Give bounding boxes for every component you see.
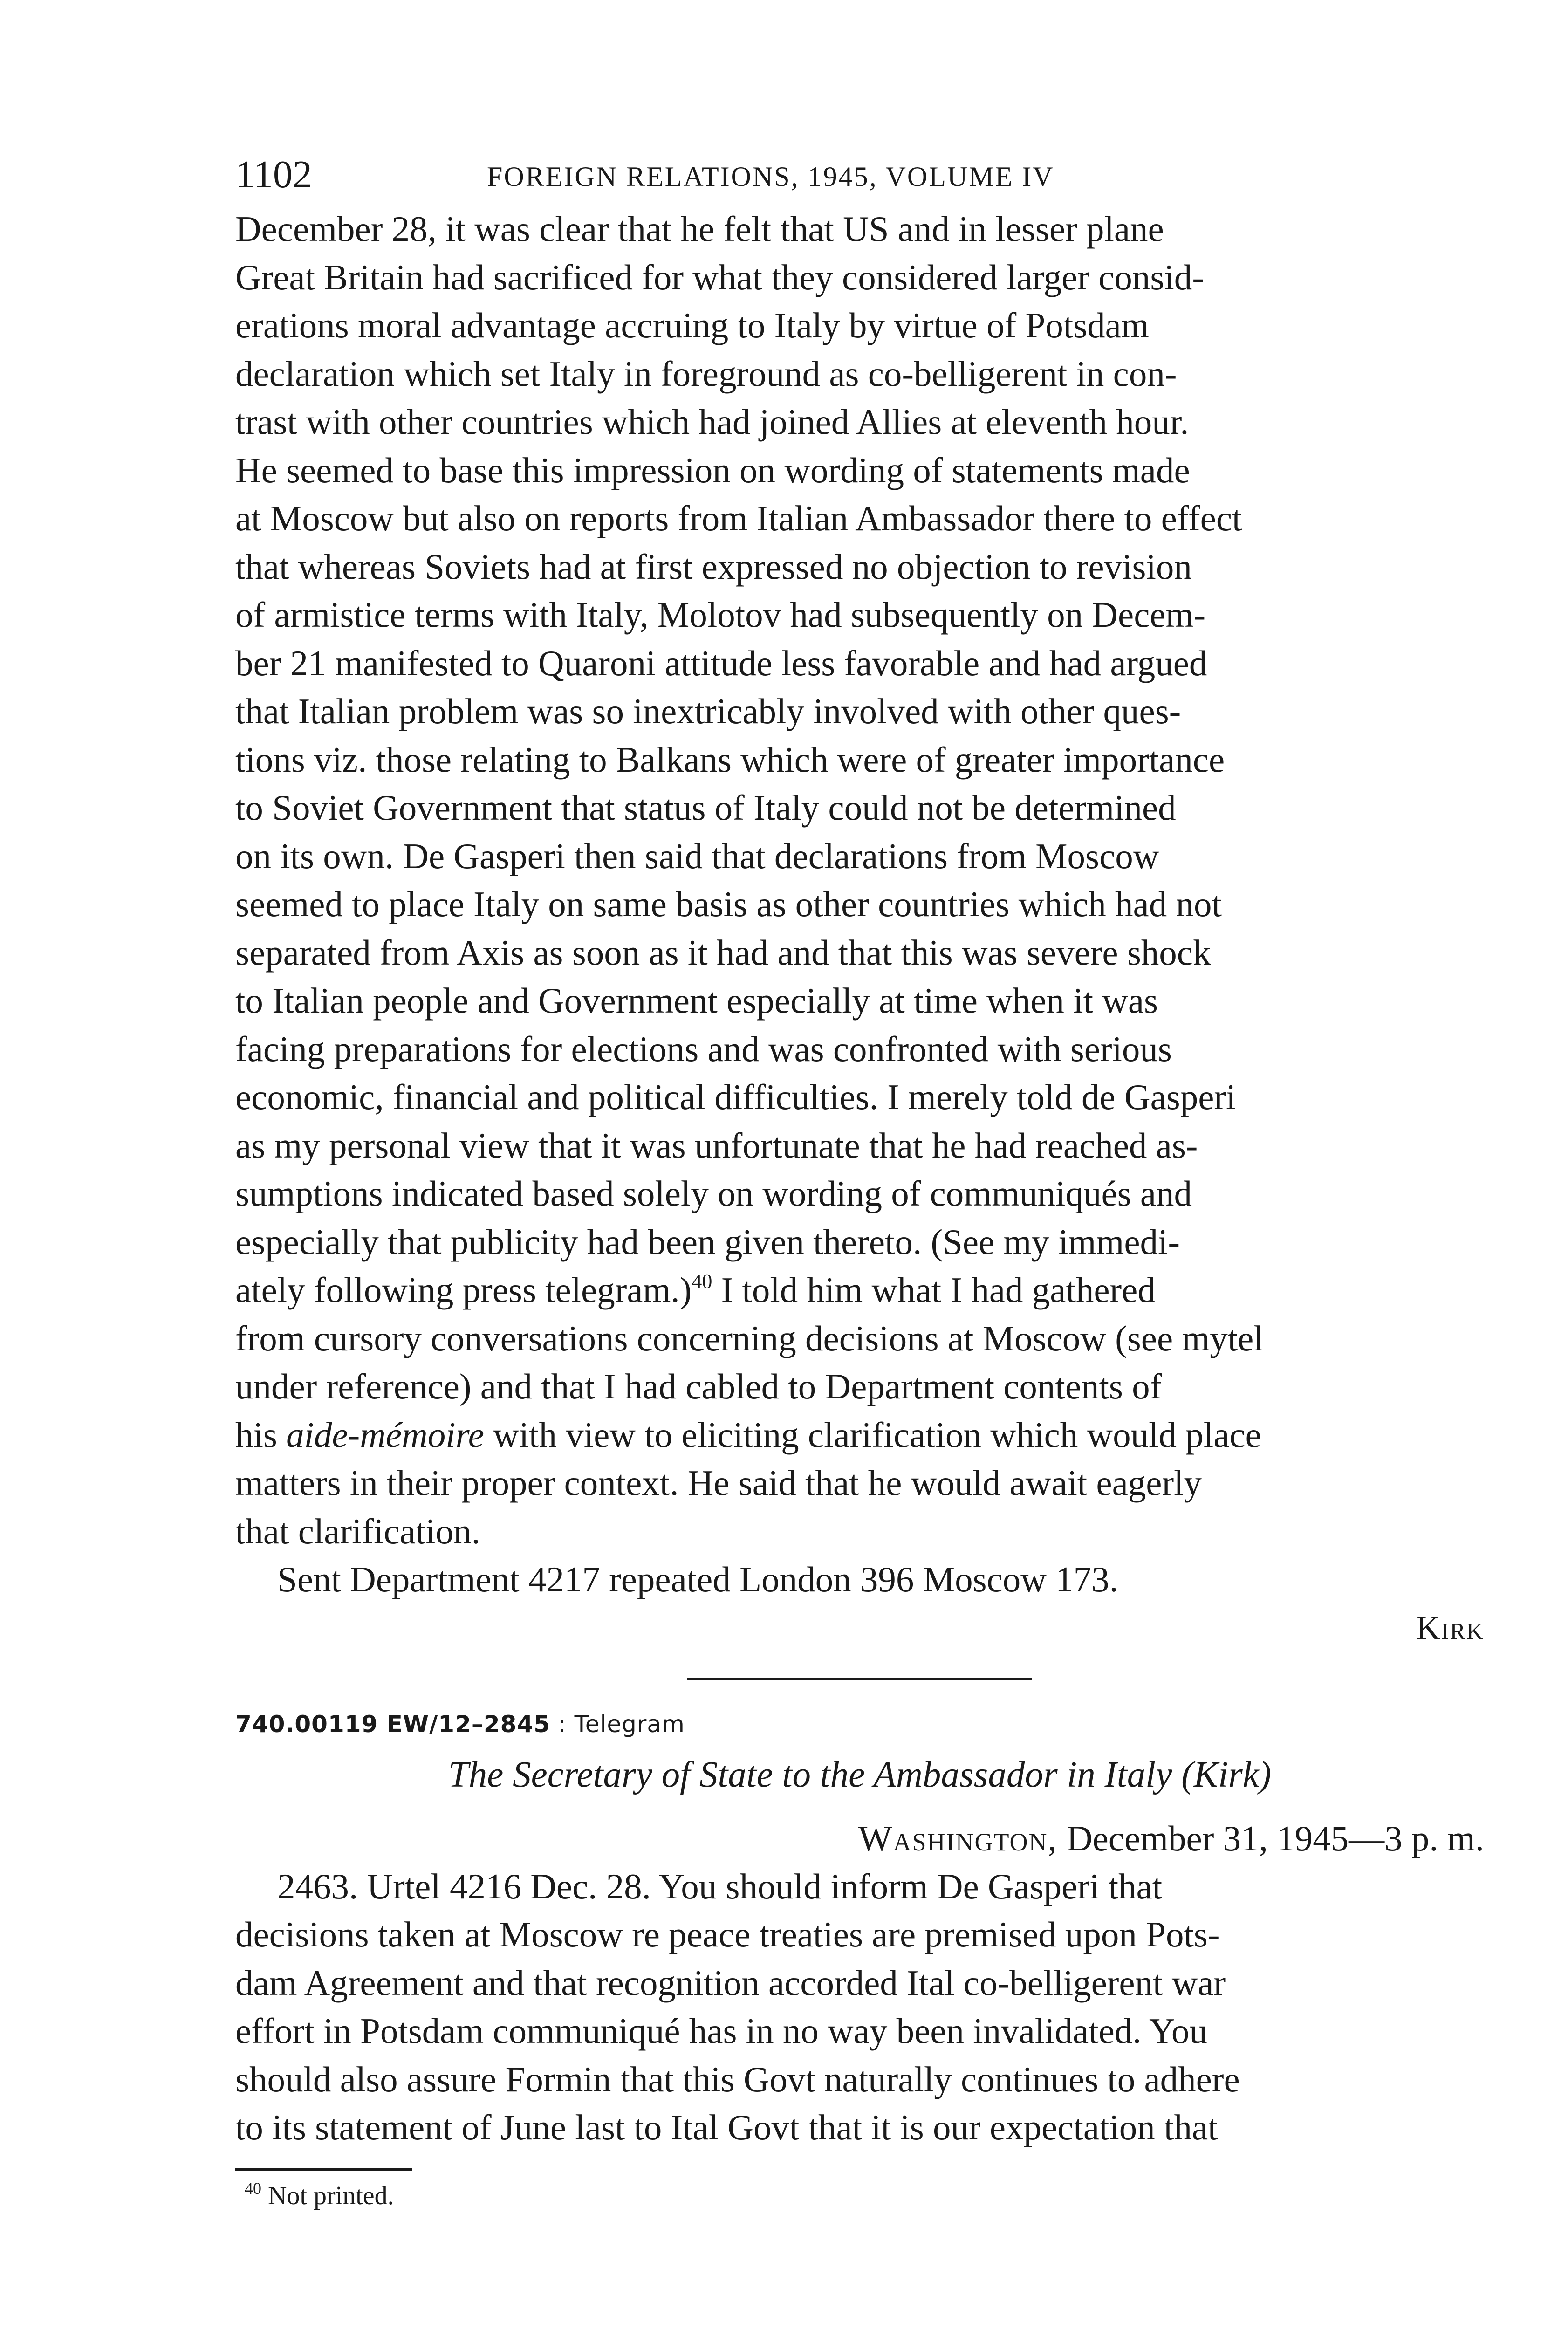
signature: Kirk bbox=[1416, 1609, 1484, 1646]
text-line: on its own. De Gasperi then said that declarations from Moscow bbox=[235, 836, 1159, 876]
text-line-with-footnote bbox=[235, 1266, 1484, 1315]
footnote-text: Not printed. bbox=[261, 2181, 394, 2210]
dateline-date: December 31, 1945—3 p. m. bbox=[1057, 1818, 1484, 1858]
text-line: especially that publicity had been given thereto. (See my immedi- bbox=[235, 1221, 1180, 1262]
italic-term: aide-mémoire bbox=[286, 1414, 484, 1455]
text-fragment: his bbox=[235, 1414, 287, 1455]
text-line: effort in Potsdam communiqué has in no way been invalidated. You bbox=[235, 2011, 1207, 2051]
text-line: matters in their proper context. He said that he would await eagerly bbox=[235, 1463, 1202, 1503]
text-line: facing preparations for elections and was confronted with serious bbox=[235, 1028, 1172, 1069]
text-line: trast with other countries which had joined Allies at eleventh hour. bbox=[235, 402, 1189, 442]
footnote-divider bbox=[235, 2168, 412, 2171]
text-line-with-italic bbox=[235, 1411, 1484, 1460]
sent-line: Sent Department 4217 repeated London 396 Moscow 173. bbox=[277, 1559, 1118, 1599]
section-divider bbox=[687, 1678, 1032, 1680]
text-line: economic, financial and political difficulties. I merely told de Gasperi bbox=[235, 1077, 1236, 1117]
text-line: from cursory conversations concerning decisions at Moscow (see mytel bbox=[235, 1318, 1264, 1358]
file-number: 740.00119 EW/12–2845 bbox=[235, 1710, 551, 1738]
text-line: under reference) and that I had cabled to Department contents of bbox=[235, 1366, 1162, 1406]
document-title: The Secretary of State to the Ambassador in Italy (Kirk) bbox=[448, 1754, 1272, 1795]
text-line: to its statement of June last to Ital Govt that it is our expectation that bbox=[235, 2107, 1218, 2147]
text-line: He seemed to base this impression on wording of statements made bbox=[235, 450, 1190, 490]
text-line: erations moral advantage accruing to Italy by virtue of Potsdam bbox=[235, 305, 1149, 345]
text-line: Great Britain had sacrificed for what they considered larger consid- bbox=[235, 257, 1204, 297]
text-line: to Soviet Government that status of Italy could not be determined bbox=[235, 788, 1176, 828]
text-line: that Italian problem was so inextricably involved with other ques- bbox=[235, 691, 1181, 731]
text-line: 2463. Urtel 4216 Dec. 28. You should inform De Gasperi that bbox=[277, 1866, 1163, 1906]
text-line: separated from Axis as soon as it had and that this was severe shock bbox=[235, 932, 1211, 973]
text-line: ber 21 manifested to Quaroni attitude less favorable and had argued bbox=[235, 643, 1207, 683]
dateline bbox=[235, 1815, 1484, 1863]
running-title: FOREIGN RELATIONS, 1945, VOLUME IV bbox=[487, 161, 1054, 192]
text-line: dam Agreement and that recognition accorded Ital co-belligerent war bbox=[235, 1962, 1226, 2003]
text-line: as my personal view that it was unfortunate that he had reached as- bbox=[235, 1125, 1198, 1165]
text-line: December 28, it was clear that he felt that US and in lesser plane bbox=[235, 209, 1164, 249]
text-line: seemed to place Italy on same basis as other countries which had not bbox=[235, 884, 1222, 924]
text-line: at Moscow but also on reports from Italian Ambassador there to effect bbox=[235, 498, 1242, 538]
dateline-place: Washington, bbox=[858, 1818, 1058, 1858]
telegram-text bbox=[235, 1863, 1484, 2152]
footnote-number: 40 bbox=[245, 2179, 261, 2198]
text-line: to Italian people and Government especially at time when it was bbox=[235, 980, 1158, 1021]
text-line: decisions taken at Moscow re peace treaties are premised upon Pots- bbox=[235, 1914, 1220, 1954]
document-page bbox=[235, 154, 1484, 2214]
text-line: tions viz. those relating to Balkans which were of greater importance bbox=[235, 739, 1225, 780]
running-head bbox=[235, 154, 1484, 205]
footnote-reference[interactable]: 40 bbox=[692, 1270, 712, 1293]
text-line: of armistice terms with Italy, Molotov had subsequently on Decem- bbox=[235, 595, 1206, 635]
page-number: 1102 bbox=[235, 153, 312, 196]
text-line: declaration which set Italy in foreground as co-belligerent in con- bbox=[235, 353, 1177, 394]
text-fragment: ately following press telegram.) bbox=[235, 1270, 692, 1310]
text-line: sumptions indicated based solely on wording of communiqués and bbox=[235, 1173, 1192, 1213]
text-line: should also assure Formin that this Govt naturally continues to adhere bbox=[235, 2059, 1240, 2099]
document-type: : Telegram bbox=[558, 1710, 685, 1738]
text-line: that whereas Soviets had at first expressed no objection to revision bbox=[235, 546, 1192, 587]
footnote bbox=[235, 2177, 1484, 2214]
document-reference bbox=[235, 1706, 1484, 1743]
text-line: that clarification. bbox=[235, 1511, 480, 1551]
text-fragment: I told him what I had gathered bbox=[712, 1270, 1156, 1310]
text-fragment: with view to eliciting clarification which would place bbox=[484, 1414, 1261, 1455]
continued-telegram-text bbox=[235, 205, 1484, 1604]
